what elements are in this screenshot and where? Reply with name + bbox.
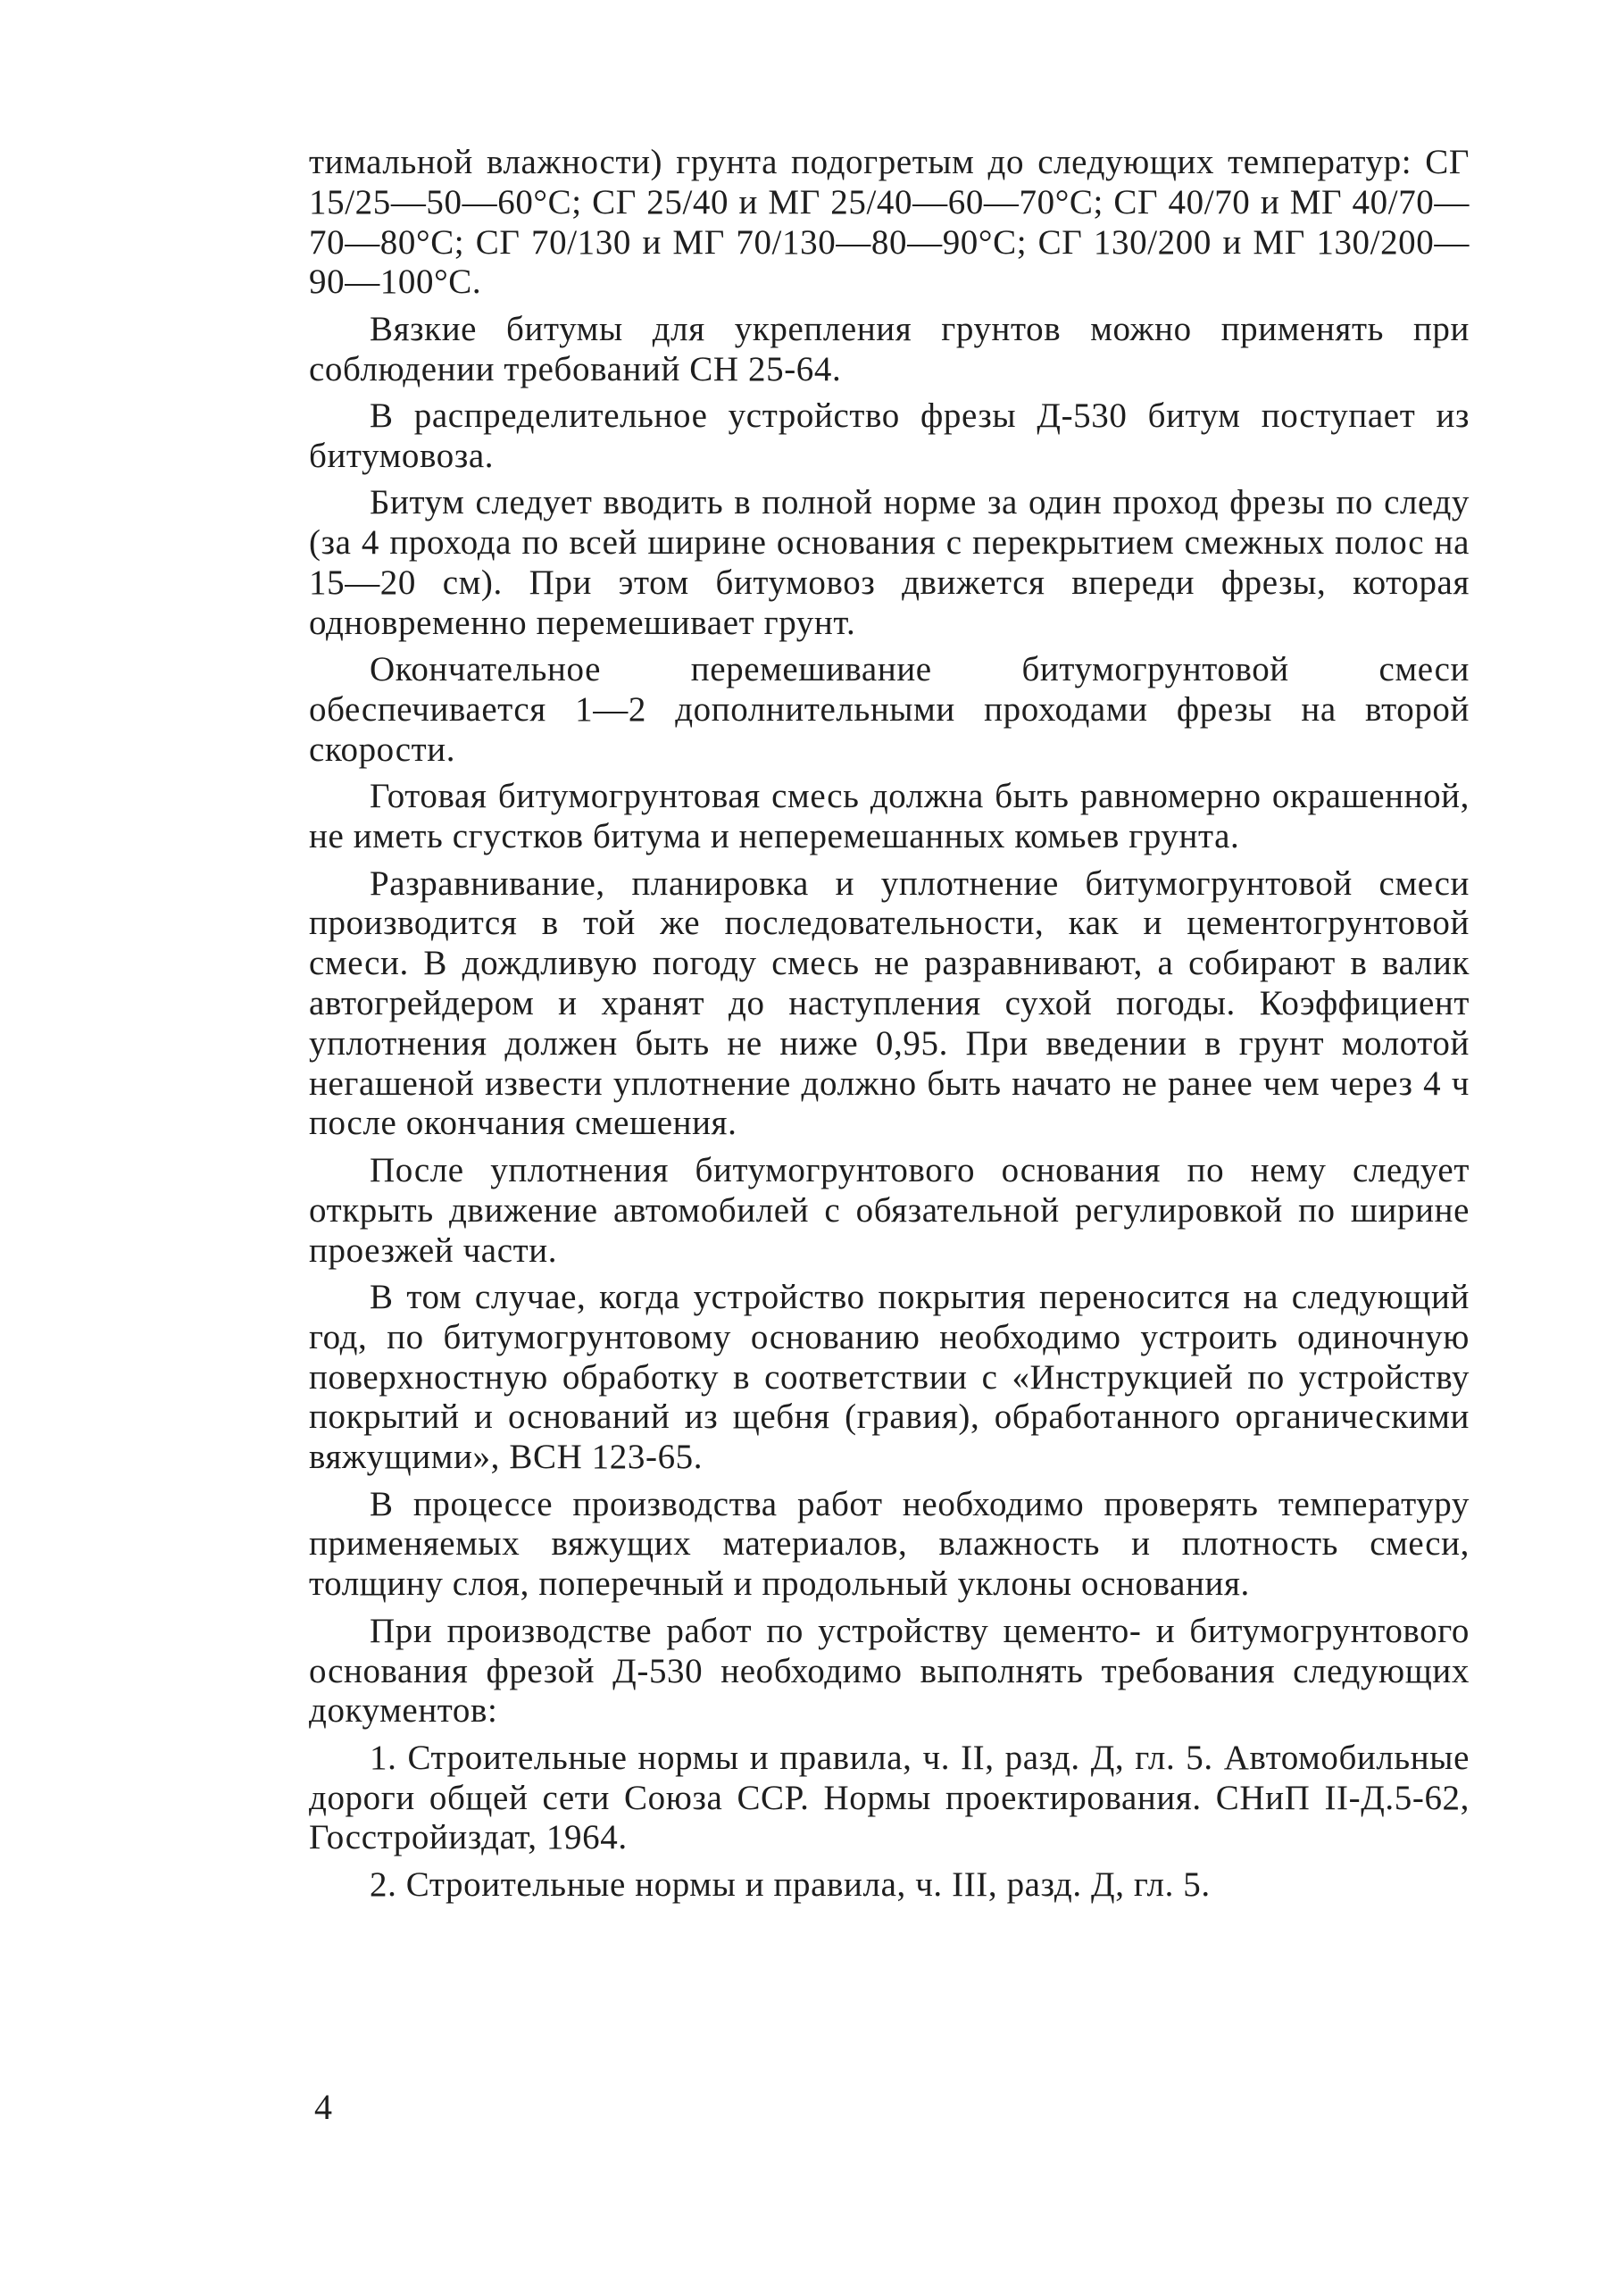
paragraph-traffic-opening: После уплотнения битумогрунтового основания по нему следует открыть движение автомобилей с обязательной регулировкой по ширине проезжей части. (309, 1150, 1470, 1270)
paragraph-temperatures: тимальной влажности) грунта подогретым до следующих температур: СГ 15/25—50—60°С; СГ 25/40 и МГ 25/40—60—70°С; СГ 40/70 и МГ 40/70—70—80°С; СГ 70/130 и МГ 70/130—80—90°С; СГ 130/200 и МГ 130/200—90—100°С. (309, 143, 1470, 302)
paragraph-documents-intro: При производстве работ по устройству цементо- и битумогрунтового основания фрезой Д-530 необходимо выполнять требования следующих документов: (309, 1611, 1470, 1731)
paragraph-ready-mix: Готовая битумогрунтовая смесь должна быть равномерно окрашенной, не иметь сгустков битума и неперемешанных комьев грунта. (309, 777, 1470, 856)
paragraph-viscous-bitumen: Вязкие битумы для укрепления грунтов можно применять при соблюдении требований СН 25-64. (309, 309, 1470, 388)
paragraph-bitumen-dosing: Битум следует вводить в полной норме за один проход фрезы по следу (за 4 прохода по всей ширине основания с перекрытием смежных полос на 15—20 см). При этом битумовоз движется впереди фрезы, которая одновременно перемешивает грунт. (309, 483, 1470, 642)
paragraph-quality-control: В процессе производства работ необходимо проверять температуру применяемых вяжущих материалов, влажность и плотность смеси, толщину слоя, поперечный и продольный уклоны основания. (309, 1484, 1470, 1604)
paragraph-distributor: В распределительное устройство фрезы Д-530 битум поступает из битумовоза. (309, 396, 1470, 475)
paragraph-surface-treatment: В том случае, когда устройство покрытия переносится на следующий год, по битумогрунтовому основанию необходимо устроить одиночную поверхностную обработку в соответствии с «Инструкцией по устройству покрытий и оснований из щебня (гравия), обработанного органическими вяжущими», ВСН 123-65. (309, 1278, 1470, 1477)
list-item-document-1: 1. Строительные нормы и правила, ч. II, разд. Д, гл. 5. Автомобильные дороги общей сети Союза ССР. Нормы проектирования. СНиП II-Д.5-62, Госстройиздат, 1964. (309, 1738, 1470, 1857)
page-number: 4 (314, 2087, 332, 2127)
paragraph-leveling-compaction: Разравнивание, планировка и уплотнение битумогрунтовой смеси производится в той же последовательности, как и цементогрунтовой смеси. В дождливую погоду смесь не разравнивают, а собирают в валик автогрейдером и хранят до наступления сухой погоды. Коэффициент уплотнения должен быть не ниже 0,95. При введении в грунт молотой негашеной извести уплотнение должно быть начато не ранее чем через 4 ч после окончания смешения. (309, 863, 1470, 1143)
body-text (309, 143, 1470, 1912)
list-item-document-2: 2. Строительные нормы и правила, ч. III, разд. Д, гл. 5. (370, 1864, 1211, 1904)
paragraph-final-mixing: Окончательное перемешивание битумогрунтовой смеси обеспечивается 1—2 дополнительными проходами фрезы на второй скорости. (309, 650, 1470, 769)
